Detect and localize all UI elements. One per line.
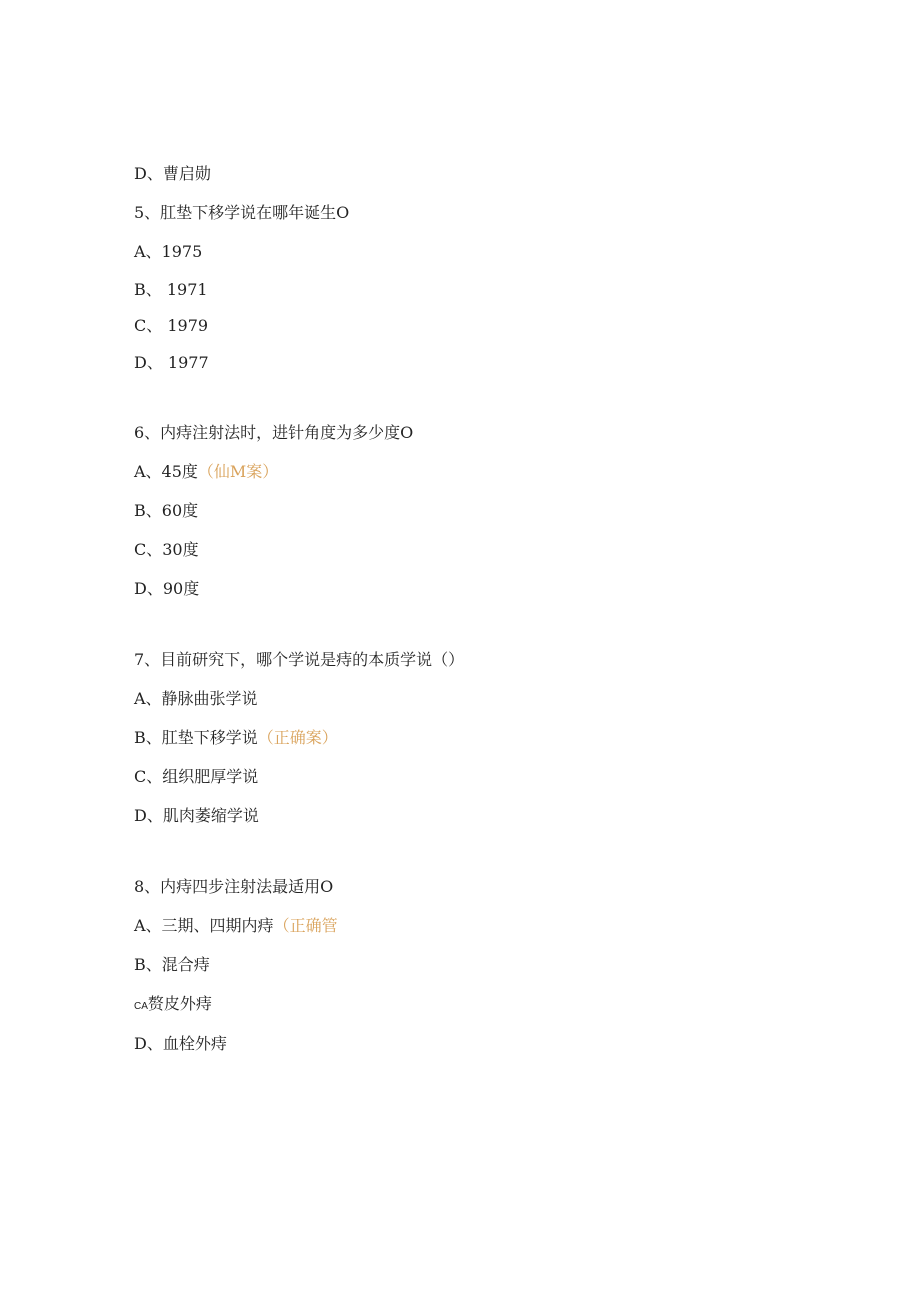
option-text: D、肌肉萎缩学说 bbox=[134, 806, 259, 825]
option-text: B、混合痔 bbox=[134, 955, 210, 974]
option-text: D、90度 bbox=[134, 579, 200, 598]
question-text: 8、内痔四步注射法最适用O bbox=[134, 877, 334, 896]
question-text: 7、目前研究下，哪个学说是痔的本质学说（） bbox=[134, 650, 465, 669]
option-text: B、肛垫下移学说 bbox=[134, 728, 258, 747]
option-d-q4 bbox=[134, 164, 211, 184]
option-text: D、曹启勋 bbox=[134, 164, 211, 183]
question-text: 5、肛垫下移学说在哪年诞生O bbox=[134, 203, 350, 222]
question-8 bbox=[134, 877, 333, 897]
question-6 bbox=[134, 423, 413, 443]
option-b-q6 bbox=[134, 501, 198, 521]
option-text: C、组织肥厚学说 bbox=[134, 767, 259, 786]
option-text: B、 1971 bbox=[134, 280, 208, 299]
option-text: D、血栓外痔 bbox=[134, 1034, 227, 1053]
option-b-q7 bbox=[134, 728, 338, 748]
option-b-q8 bbox=[134, 955, 210, 975]
option-text: A、45度 bbox=[134, 462, 198, 481]
option-text: A、1975 bbox=[134, 242, 203, 261]
option-d-q5 bbox=[134, 353, 209, 373]
option-a-q5 bbox=[134, 242, 202, 262]
option-text: D、 1977 bbox=[134, 353, 209, 372]
option-a-q8 bbox=[134, 916, 338, 936]
option-text: A、静脉曲张学说 bbox=[134, 689, 258, 708]
answer-mark: （正确案） bbox=[257, 728, 338, 747]
answer-mark: （正确管 bbox=[273, 916, 338, 935]
option-d-q6 bbox=[134, 579, 199, 599]
option-a-q6 bbox=[134, 462, 278, 482]
option-text: C、30度 bbox=[134, 540, 199, 559]
answer-mark: （仙M案） bbox=[197, 462, 279, 481]
option-d-q7 bbox=[134, 806, 259, 826]
option-text: A、三期、四期内痔 bbox=[134, 916, 274, 935]
option-d-q8 bbox=[134, 1034, 227, 1054]
option-prefix: CA bbox=[134, 1001, 148, 1012]
option-c-q7 bbox=[134, 767, 258, 787]
option-text: 赘皮外痔 bbox=[147, 994, 212, 1013]
option-text: B、60度 bbox=[134, 501, 199, 520]
option-text: C、 1979 bbox=[134, 316, 209, 335]
question-text: 6、内痔注射法时，进针角度为多少度O bbox=[134, 423, 414, 442]
question-5 bbox=[134, 203, 349, 223]
option-c-q8 bbox=[134, 994, 212, 1017]
option-c-q6 bbox=[134, 540, 199, 560]
option-b-q5 bbox=[134, 280, 208, 300]
option-c-q5 bbox=[134, 316, 208, 336]
question-7 bbox=[134, 650, 464, 670]
option-a-q7 bbox=[134, 689, 258, 709]
